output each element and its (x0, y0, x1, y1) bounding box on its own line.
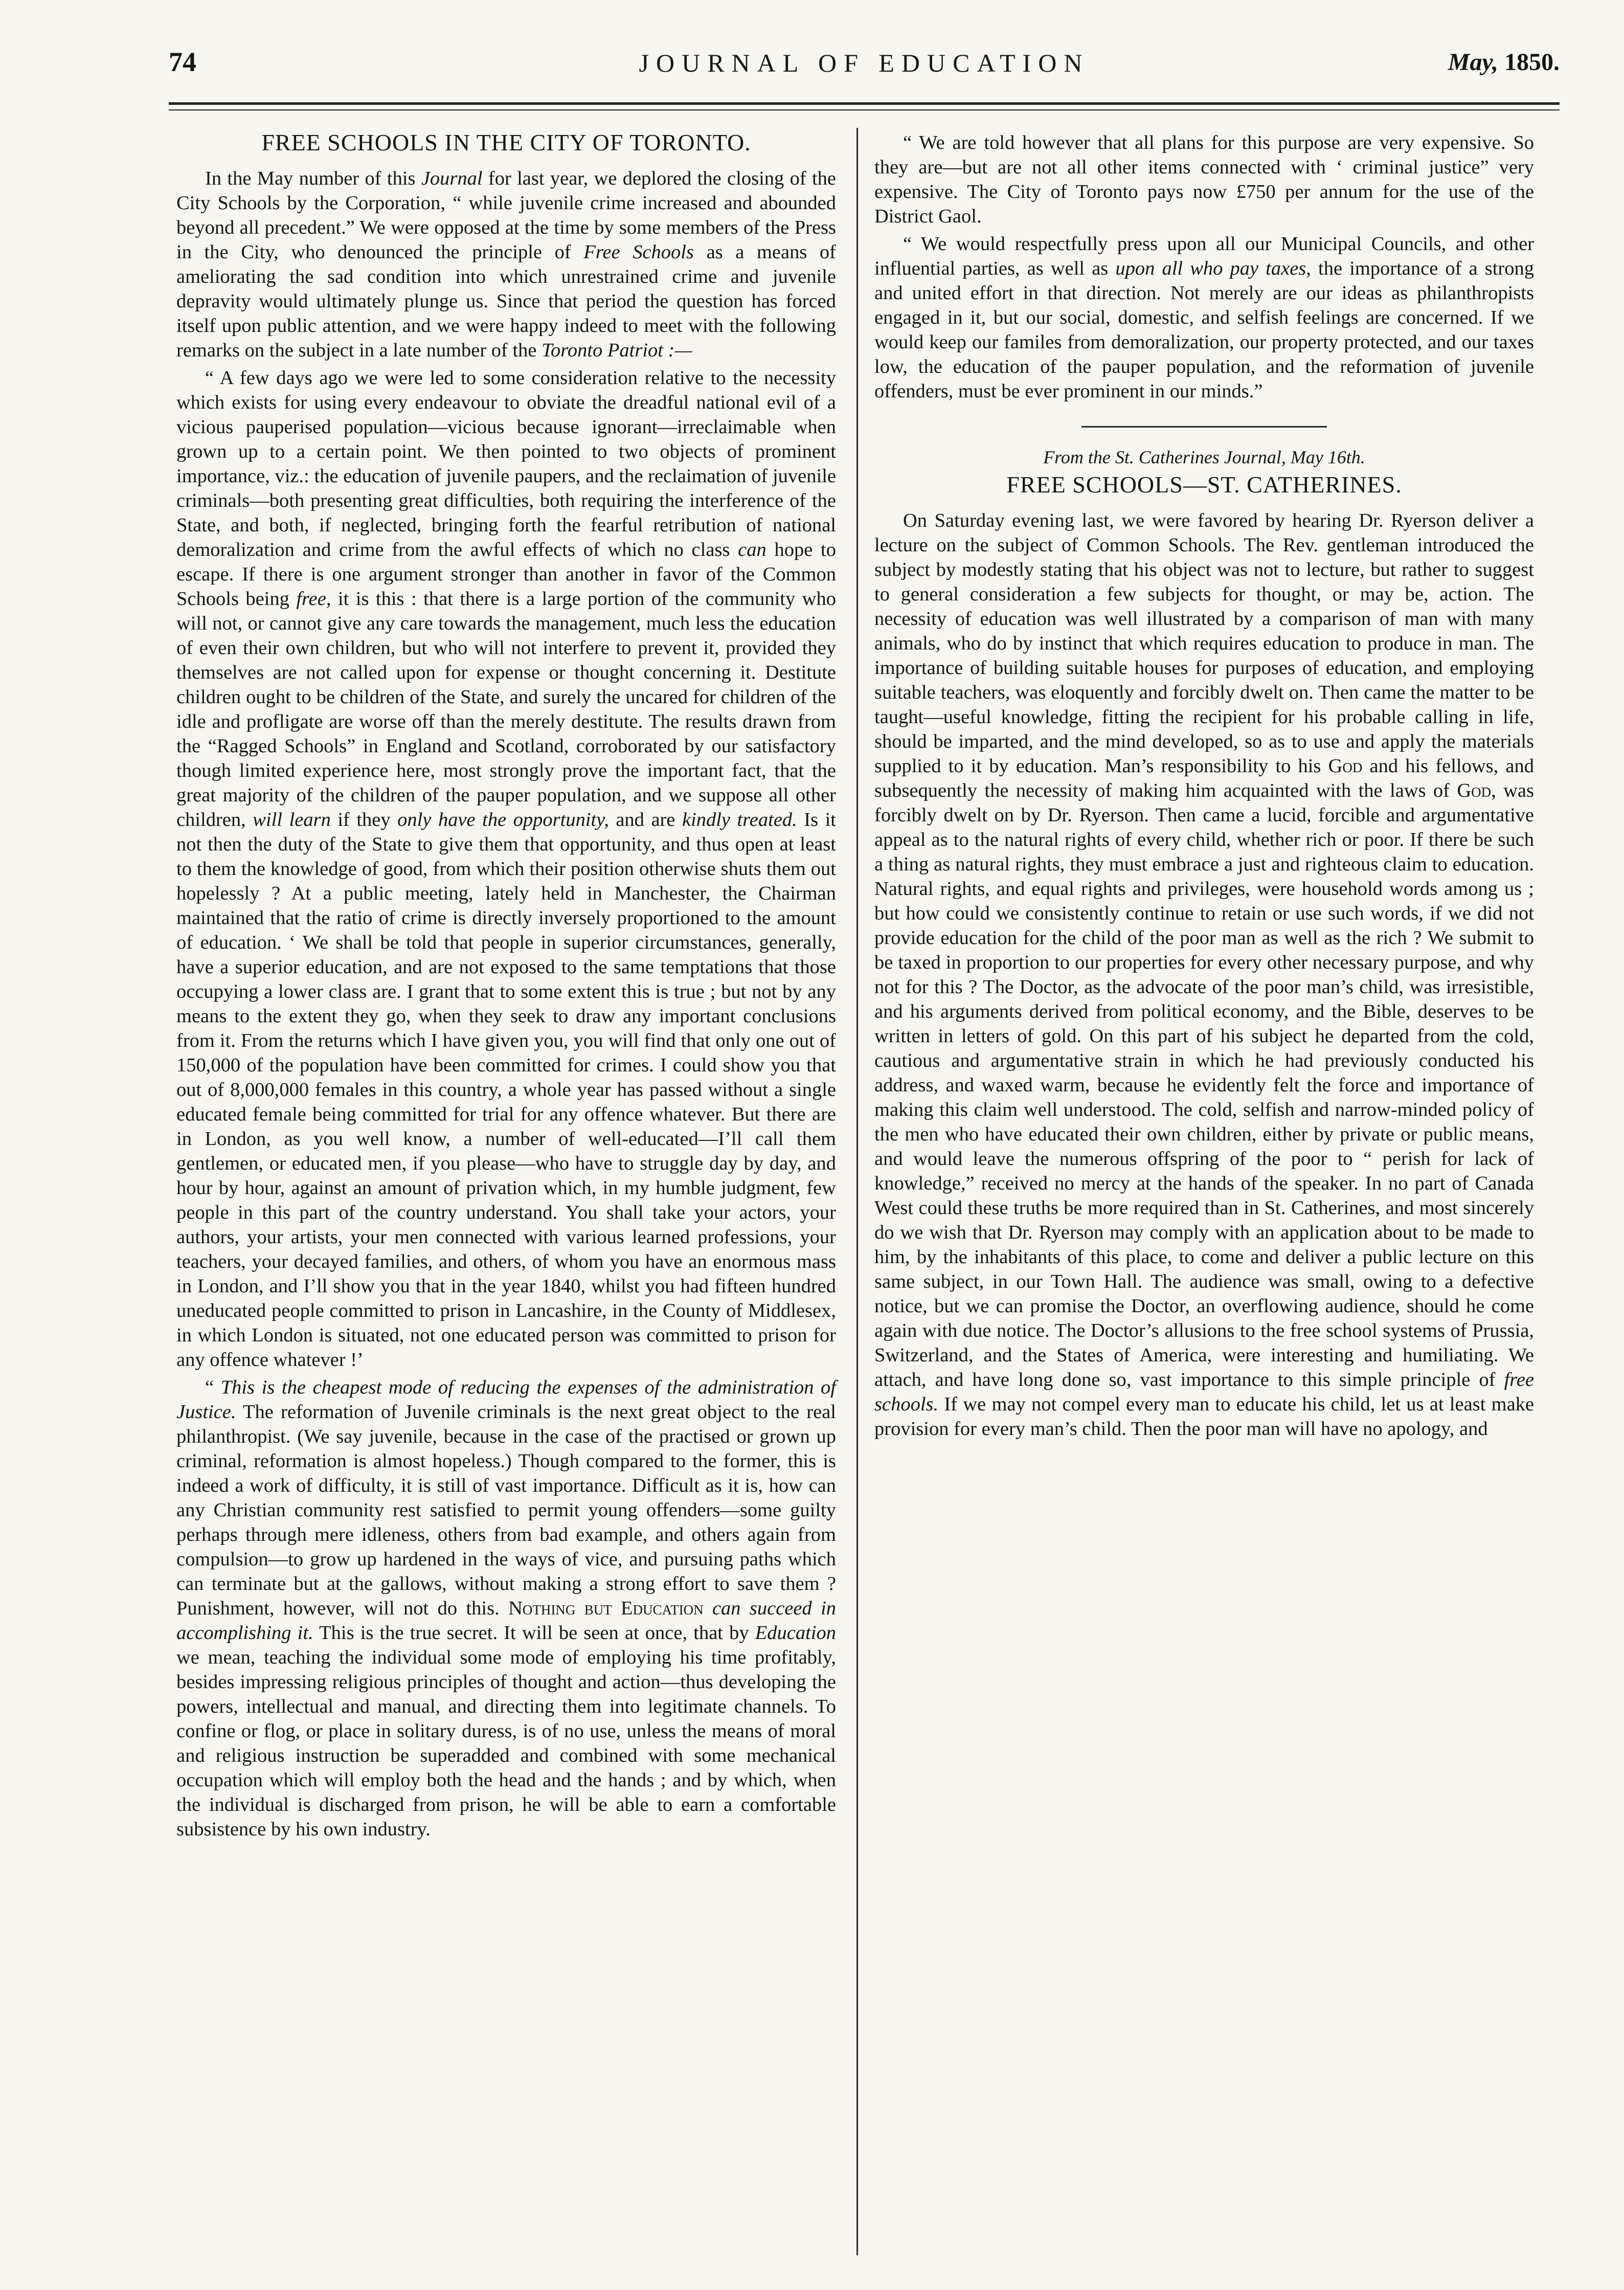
article-source-line: From the St. Catherines Journal, May 16th. (1043, 447, 1365, 467)
left-column (176, 130, 836, 1845)
column-divider (856, 128, 858, 2255)
quoted-paragraph: “ We would respectfully press upon all our Municipal Councils, and other influential parties, as well as upon all who pay taxes, the importance of a strong and united effort in that direction. Not merely are our ideas as philanthropists engaged in it, but our social, domestic, and selfish feelings are concerned. If we would keep our familes from demoralization, our property protected, and our taxes low, the education of the pauper population, and the reformation of juvenile offenders, must be ever prominent in our minds.” (874, 233, 1534, 402)
issue-month: May, (1448, 49, 1498, 76)
issue-year: 1850. (1504, 49, 1560, 76)
page-number: 74 (169, 47, 196, 77)
quoted-paragraph-continued: “ This is the cheapest mode of reducing the expenses of the administration of Justice. The reformation of Juvenile criminals is the next great object to the real philanthropist. (We say juvenile, because in the case of the practised or grown up criminal, reformation is almost hopeless.) Though compared to the former, this is indeed a work of difficulty, it is still of vast importance. Difficult as it is, how can any Christian community rest satisfied to permit young offenders—some guilty perhaps through mere idleness, others from bad example, and others again from compulsion—to grow up hardened in the ways of vice, and pursuing paths which can terminate but at the gallows, without making a strong effort to save them ? Punishment, however, will not do this. Nothing but Education can succeed in accomplishing it. This is the true secret. It will be seen at once, that by Education we mean, teaching the individual some mode of employing his time profitably, besides impressing religious principles of thought and action—thus developing the powers, intellectual and manual, and directing them into legitimate channels. To confine or flog, or place in solitary duress, is of no use, unless the means of moral and religious instruction be superadded and combined with some mechanical occupation which will employ both the head and the hands ; and by which, when the individual is discharged from prison, he will be able to earn a comfortable subsistence by his own industry. (176, 1377, 837, 1840)
article-paragraph: In the May number of this Journal for last year, we deplored the closing of the City Schools by the Corporation, “ while juvenile crime increased and abounded beyond all precedent.” We were opposed at the time by some members of the Press in the City, who denounced the principle of Free Schools as a means of ameliorating the sad condition into which unrestrained crime and juvenile depravity would ultimately plunge us. Since that period the question has forced itself upon public attention, and we were happy indeed to meet with the following remarks on the subject in a late number of the Toronto Patriot :— (176, 168, 836, 361)
article-title-toronto: FREE SCHOOLS IN THE CITY OF TORONTO. (261, 129, 751, 155)
right-column (874, 130, 1534, 1444)
header-rule-thick (169, 102, 1560, 105)
quoted-paragraph: “ We are told however that all plans for this purpose are very expensive. So they are—but are not all other items connected with ‘ criminal justice” very expensive. The City of Toronto pays now £750 per annum for the use of the District Gaol. (874, 132, 1534, 227)
article-title-st-catherines: FREE SCHOOLS—ST. CATHERINES. (1006, 472, 1402, 498)
quoted-paragraph: “ A few days ago we were led to some consideration relative to the necessity which exists for using every endeavour to obviate the dreadful national evil of a vicious pauperised population—vicious because ignorant—irreclaimable when grown up to a certain point. We then pointed to two objects of prominent importance, viz.: the education of juvenile paupers, and the reclaimation of juvenile criminals—both presenting great difficulties, both requiring the interference of the State, and both, if neglected, bringing forth the fearful retribution of national demoralization and crime from the awful effects of which no class can hope to escape. If there is one argument stronger than another in favor of the Common Schools being free, it is this : that there is a large portion of the community who will not, or cannot give any care towards the management, much less the education of even their own children, but who will not interfere to prevent it, provided they themselves are not called upon for expense or thought concerning it. Destitute children ought to be children of the State, and surely the uncared for children of the idle and profligate are worse off than the merely destitute. The results drawn from the “Ragged Schools” in England and Scotland, corroborated by our satisfactory though limited experience here, most strongly prove the important fact, that the great majority of the children of the pauper population, and we suppose all other children, will learn if they only have the opportunity, and are kindly treated. Is it not then the duty of the State to give them that opportunity, and thus open at least to them the knowledge of good, from which their position otherwise shuts them out hopelessly ? At a public meeting, lately held in Manchester, the Chairman maintained that the ratio of crime is directly inversely proportioned to the amount of education. ‘ We shall be told that people in superior circumstances, generally, have a superior education, and are not exposed to the same temptations that those occupying a lower class are. I grant that to some extent this is true ; but not by any means to the extent they go, when they seek to draw any important conclusions from it. From the returns which I have given you, you will find that only one out of 150,000 of the population have been committed for crimes. I could show you that out of 8,000,000 females in this country, a whole year has passed without a single educated female being committed for trial for any offence whatever. But there are in London, as you well know, a number of well-educated—I’ll call them gentlemen, or educated men, if you please—who have to struggle day by day, and hour by hour, against an amount of privation which, in my humble judgment, few people in this part of the country understand. You shall take your actors, your authors, your artists, your men connected with various learned professions, your teachers, your decayed families, and others, of whom you have an enormous mass in London, and I’ll show you that in the year 1840, whilst you had fifteen hundred uneducated people committed to prison in Lancashire, in the County of Middlesex, in which London is situated, not one educated person was committed to prison for any offence whatever !’ (176, 367, 836, 1371)
running-header (169, 46, 1560, 87)
article-paragraph: On Saturday evening last, we were favored by hearing Dr. Ryerson deliver a lecture on the subject of Common Schools. The Rev. gentleman introduced the subject by modestly stating that his object was not to lecture, but rather to suggest to general consideration a few subjects for thought, or may be, action. The necessity of education was well illustrated by a comparison of man with many animals, who do by instinct that which requires education to produce in man. The importance of building suitable houses for purposes of education, and employing suitable teachers, was eloquently and forcibly dwelt on. Then came the matter to be taught—useful knowledge, fitting the recipient for his probable calling in life, should be imparted, and the mind developed, so as to use and apply the materials supplied to it by education. Man’s responsibility to his God and his fellows, and subsequently the necessity of making him acquainted with the laws of God, was forcibly dwelt on by Dr. Ryerson. Then came a lucid, forcible and argumentative appeal as to the natural rights of every child, whether rich or poor. If there be such a thing as natural rights, they must embrace a just and righteous claim to education. Natural rights, and equal rights and privileges, were household words among us ; but how could we consistently continue to retain or use such words, if we did not provide education for the child of the poor man as well as the rich ? We submit to be taxed in proportion to our properties for every other necessary purpose, and why not for this ? The Doctor, as the advocate of the poor man’s child, was irresistible, and his arguments derived from political economy, and the Bible, deserves to be written in letters of gold. On this part of his subject he departed from the cold, cautious and argumentative strain in which he had previously conducted his address, and waxed warm, because he evidently felt the force and importance of making this claim well understood. The cold, selfish and narrow-minded policy of the men who have educated their own children, either by private or public means, and would leave the numerous offspring of the poor to “ perish for lack of knowledge,” received no mercy at the hands of the speaker. In no part of Canada West could these truths be more required than in St. Catherines, and most sincerely do we wish that Dr. Ryerson may comply with an application about to be made to him, by the inhabitants of this place, to come and deliver a public lecture on this same subject, in our Town Hall. The audience was small, owing to a defective notice, but we can promise the Doctor, an overflowing audience, should he come again with due notice. The Doctor’s allusions to the free school systems of Prussia, Switzerland, and the States of America, were interesting and humiliating. We attach, and have long done so, vast importance to this simple principle of free schools. If we may not compel every man to educate his child, let us at least make provision for every man’s child. Then the poor man will have no apology, and (874, 510, 1535, 1440)
issue-date (1448, 48, 1560, 76)
journal-title: JOURNAL OF EDUCATION (639, 49, 1090, 77)
section-separator (1081, 426, 1327, 428)
header-rule-thin (169, 109, 1560, 110)
